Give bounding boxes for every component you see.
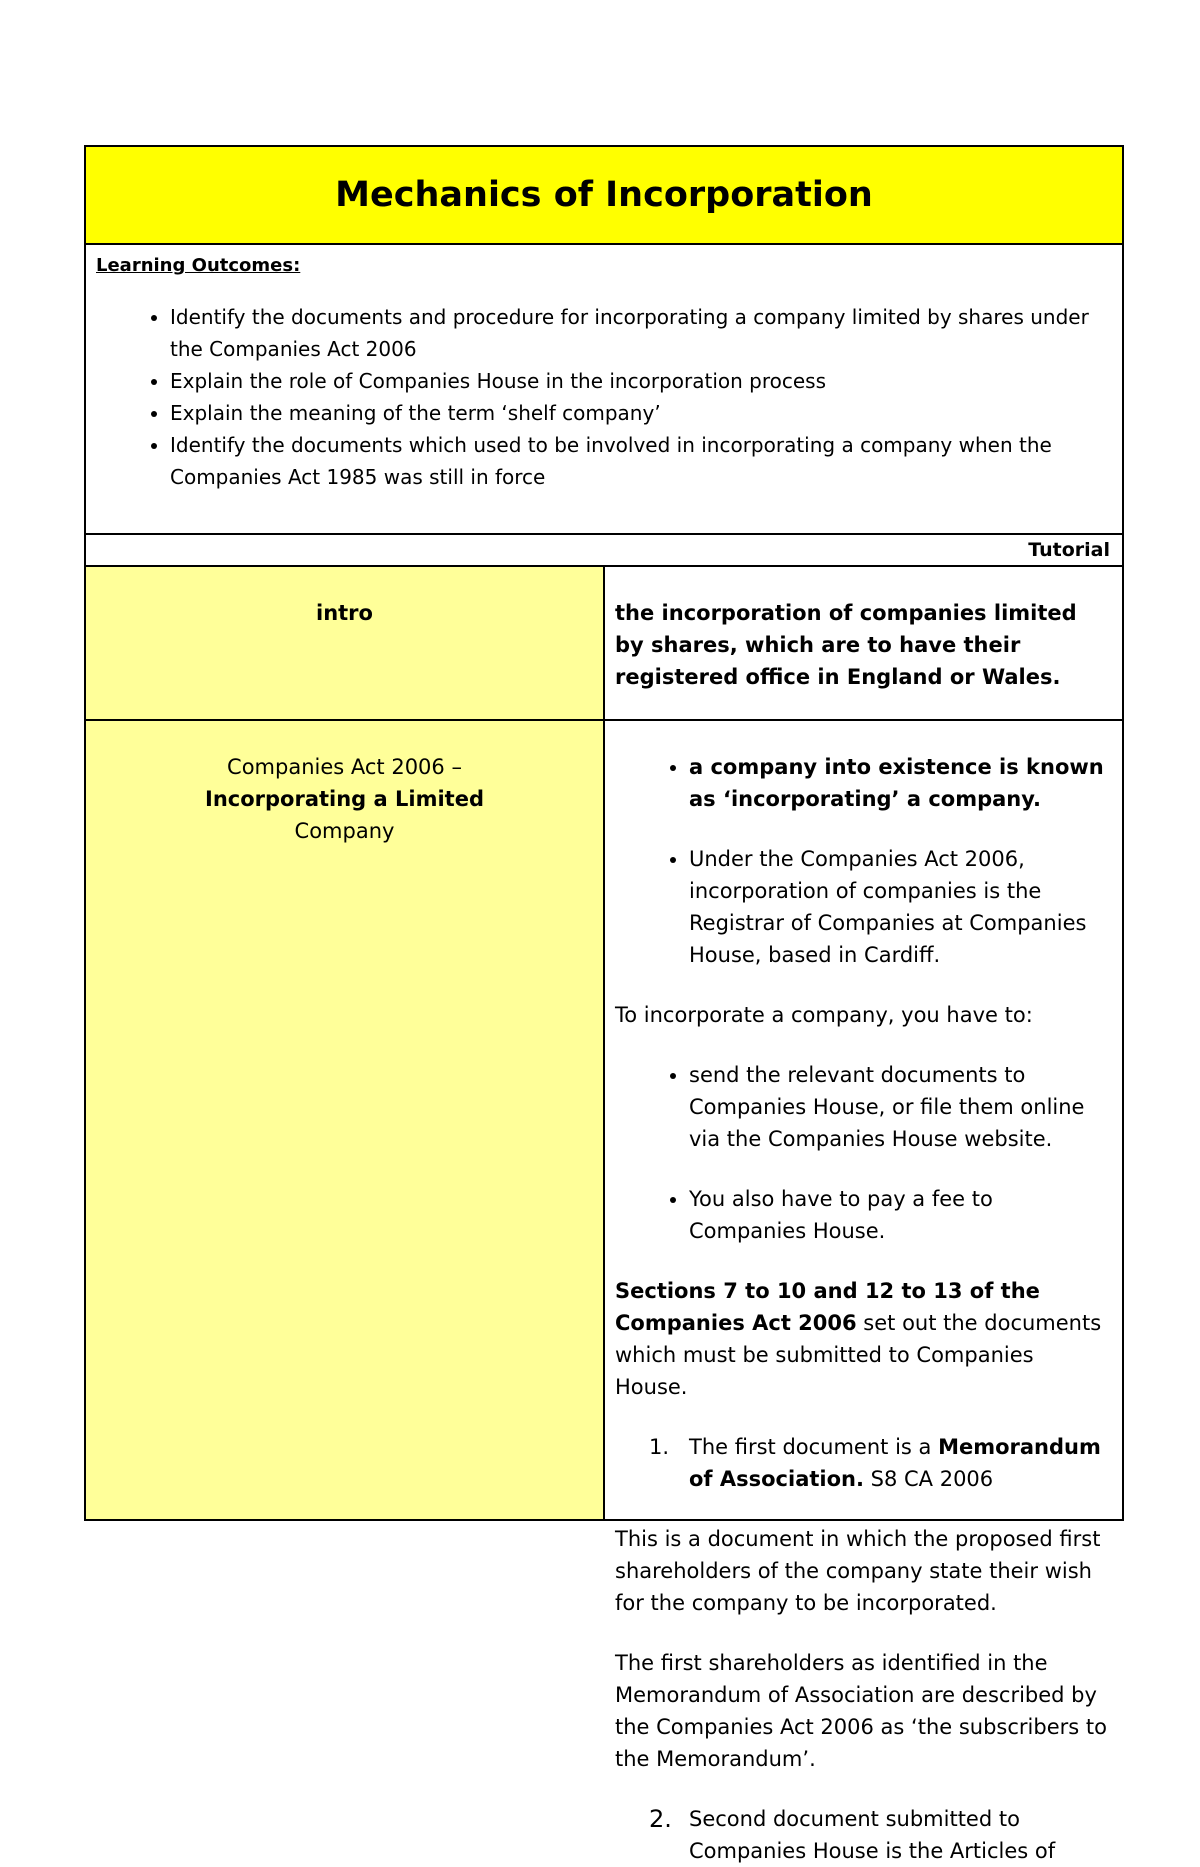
to-incorporate-text: To incorporate a company, you have to: [615, 1003, 1033, 1027]
item-number: 2. [649, 1805, 672, 1833]
page-title: Mechanics of Incorporation [85, 146, 1123, 244]
list-item: • You also have to pay a fee to Companies House. [689, 1183, 1112, 1247]
label-line: Companies Act 2006 – [227, 755, 462, 779]
subscribers-paragraph: The first shareholders as identified in the Memorandum of Association are described by the Companies Act 2006 as ‘the subscribers to the Memorandum’. [615, 1651, 1107, 1771]
numbered-item-1 [615, 1431, 1112, 1495]
sections-rest: set out the documents which must be submitted to Companies House. [615, 1311, 1102, 1399]
sections-reference: Sections 7 to 10 and 12 to 13 of the Companies Act 2006 [615, 1279, 1040, 1335]
companies-act-content [604, 720, 1123, 1863]
learning-outcomes-list [96, 301, 1112, 493]
memo-paragraph: This is a document in which the proposed first shareholders of the company state their wish for the company to be incorporated. [615, 1527, 1101, 1615]
list-item: • Explain the meaning of the term ‘shelf company’ [170, 397, 1112, 429]
item-text: The first document is a [689, 1435, 939, 1459]
label-line: Company [294, 819, 395, 843]
learning-outcomes-section [85, 244, 1123, 534]
document-table [84, 145, 1124, 1863]
item-number: 1. [649, 1435, 670, 1459]
companies-act-label [85, 720, 604, 1520]
steps-bullets [615, 1059, 1112, 1247]
list-item: • Under the Companies Act 2006, incorporation of companies is the Registrar of Companies at Companies House, based in Cardiff. [689, 843, 1112, 971]
list-item: • a company into existence is known as ‘incorporating’ a company. [689, 751, 1112, 815]
item-text: Second document submitted to Companies House is the Articles of [689, 1807, 1056, 1863]
item-bold: Memorandum of Association. [689, 1435, 1101, 1491]
learning-outcomes-heading: Learning Outcomes: [96, 255, 301, 276]
intro-label: intro [85, 566, 604, 720]
numbered-item-2 [615, 1803, 1112, 1867]
list-item: • send the relevant documents to Companies House, or file them online via the Companies House website. [689, 1059, 1112, 1155]
list-item: • Identify the documents which used to be involved in incorporating a company when the Companies Act 1985 was still in force [170, 429, 1112, 493]
intro-text: the incorporation of companies limited by shares, which are to have their registered office in England or Wales. [604, 566, 1123, 720]
list-item: • Explain the role of Companies House in the incorporation process [170, 365, 1112, 397]
label-line-bold: Incorporating a Limited [205, 787, 484, 811]
intro-bullets [615, 751, 1112, 971]
tutorial-label: Tutorial [85, 534, 1123, 566]
sections-paragraph [615, 1275, 1112, 1403]
item-ref: S8 CA 2006 [863, 1467, 994, 1491]
list-item: • Identify the documents and procedure for incorporating a company limited by shares under the Companies Act 2006 [170, 301, 1112, 365]
